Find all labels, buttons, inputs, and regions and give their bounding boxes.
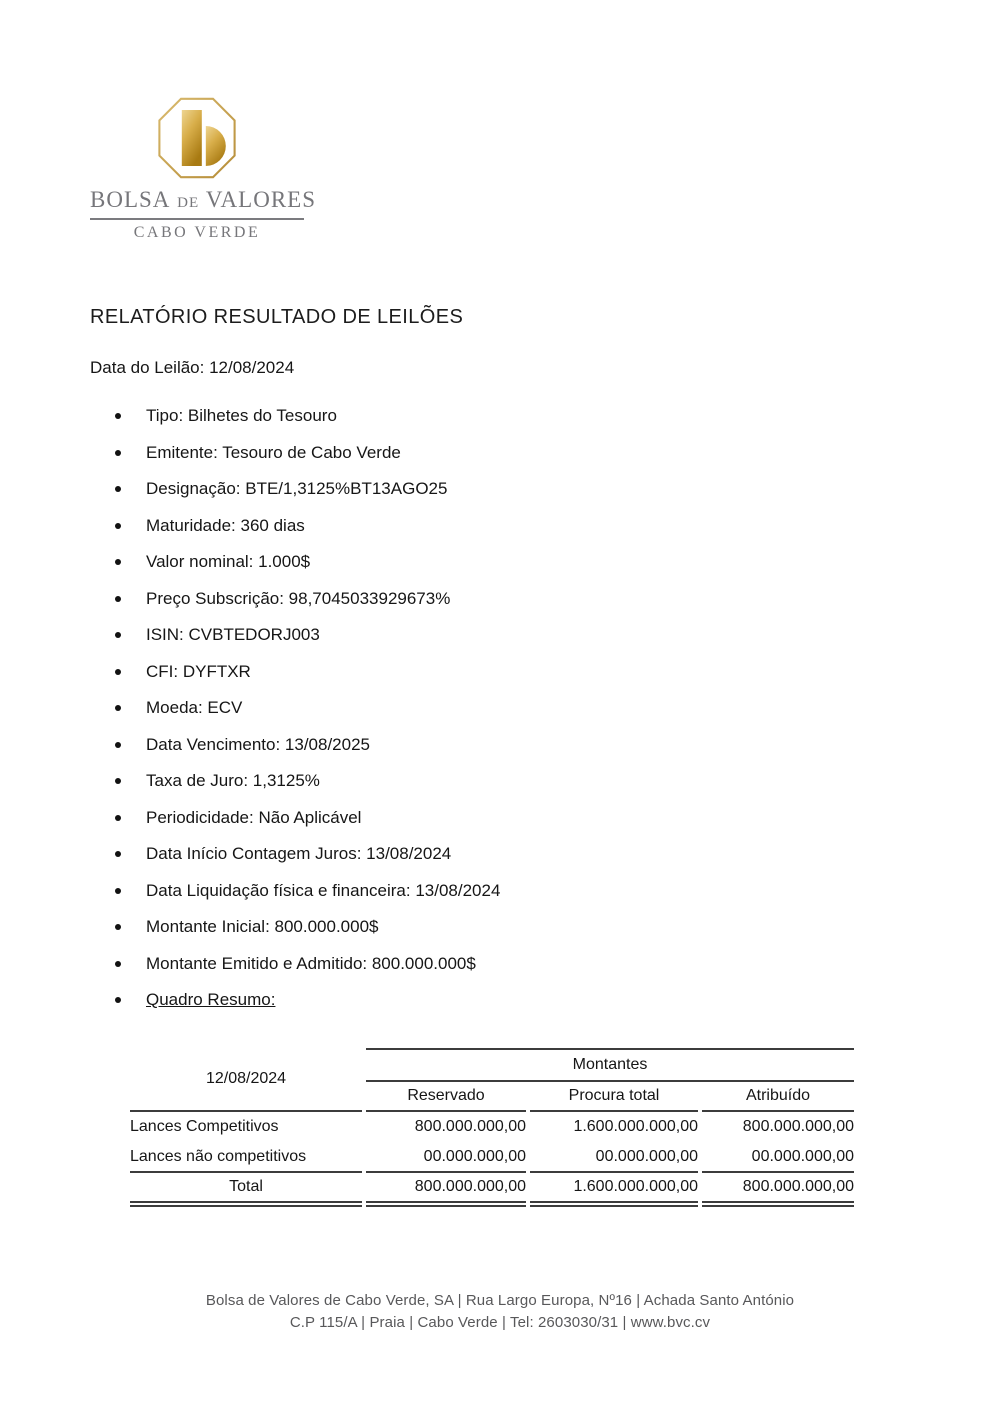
table-cell: 1.600.000.000,00: [530, 1173, 698, 1207]
row-total: [130, 1173, 854, 1207]
bullet-emitente: Emitente: Tesouro de Cabo Verde: [90, 442, 920, 464]
table-group-header-row: [130, 1048, 854, 1082]
bullet-montante-emitido-admitido: Montante Emitido e Admitido: 800.000.000$: [90, 953, 920, 975]
logo-name: BOLSA DE VALORES: [90, 187, 304, 220]
auction-details-list: [90, 405, 920, 1026]
bullet-cfi: CFI: DYFTXR: [90, 661, 920, 683]
table-cell: 800.000.000,00: [702, 1173, 854, 1207]
table-date-header: 12/08/2024: [130, 1048, 362, 1112]
logo-subtitle: CABO VERDE: [133, 224, 261, 241]
footer-line-1: Bolsa de Valores de Cabo Verde, SA | Rua Largo Europa, Nº16 | Achada Santo António: [205, 1292, 795, 1309]
column-header-procura-total: Procura total: [530, 1082, 698, 1112]
table-cell: 1.600.000.000,00: [573, 1118, 698, 1135]
page-footer: [0, 1290, 1000, 1334]
bullet-moeda: Moeda: ECV: [90, 697, 920, 719]
bvc-logo: [90, 96, 317, 242]
table-cell: 800.000.000,00: [742, 1118, 854, 1135]
bullet-maturidade: Maturidade: 360 dias: [90, 515, 920, 537]
bullet-data-vencimento: Data Vencimento: 13/08/2025: [90, 734, 920, 756]
bullet-valor-nominal: Valor nominal: 1.000$: [90, 551, 920, 573]
bvc-logo-icon: [157, 96, 237, 180]
page-title: RELATÓRIO RESULTADO DE LEILÕES: [90, 306, 464, 328]
bullet-data-liquidacao: Data Liquidação física e financeira: 13/08/2024: [90, 880, 920, 902]
bullet-taxa-juro: Taxa de Juro: 1,3125%: [90, 770, 920, 792]
auction-date-line: Data do Leilão: 12/08/2024: [90, 358, 295, 377]
table-group-header-montantes: Montantes: [366, 1048, 854, 1082]
table-cell: 00.000.000,00: [702, 1142, 854, 1173]
bullet-preco-subscricao: Preço Subscrição: 98,7045033929673%: [90, 588, 920, 610]
bullet-isin: ISIN: CVBTEDORJ003: [90, 624, 920, 646]
column-header-reservado: Reservado: [366, 1082, 526, 1112]
bullet-periodicidade: Periodicidade: Não Aplicável: [90, 807, 920, 829]
row-label: Lances não competitivos: [130, 1142, 362, 1173]
row-label: Lances Competitivos: [130, 1118, 279, 1135]
table-cell: 00.000.000,00: [366, 1142, 526, 1173]
bullet-designacao: Designação: BTE/1,3125%BT13AGO25: [90, 478, 920, 500]
bullet-montante-inicial: Montante Inicial: 800.000.000$: [90, 916, 920, 938]
summary-table: [126, 1048, 858, 1207]
row-label: Total: [130, 1173, 362, 1207]
table-cell: 800.000.000,00: [414, 1118, 526, 1135]
bullet-data-inicio-contagem-juros: Data Início Contagem Juros: 13/08/2024: [90, 843, 920, 865]
footer-line-2: C.P 115/A | Praia | Cabo Verde | Tel: 2603030/31 | www.bvc.cv: [289, 1314, 711, 1331]
bullet-quadro-resumo: Quadro Resumo:: [90, 989, 920, 1011]
column-header-atribuido: Atribuído: [702, 1082, 854, 1112]
table-cell: 00.000.000,00: [530, 1142, 698, 1173]
bullet-tipo: Tipo: Bilhetes do Tesouro: [90, 405, 920, 427]
row-lances-nao-competitivos: [130, 1142, 854, 1173]
row-lances-competitivos: [130, 1112, 854, 1142]
table-cell: 800.000.000,00: [366, 1173, 526, 1207]
